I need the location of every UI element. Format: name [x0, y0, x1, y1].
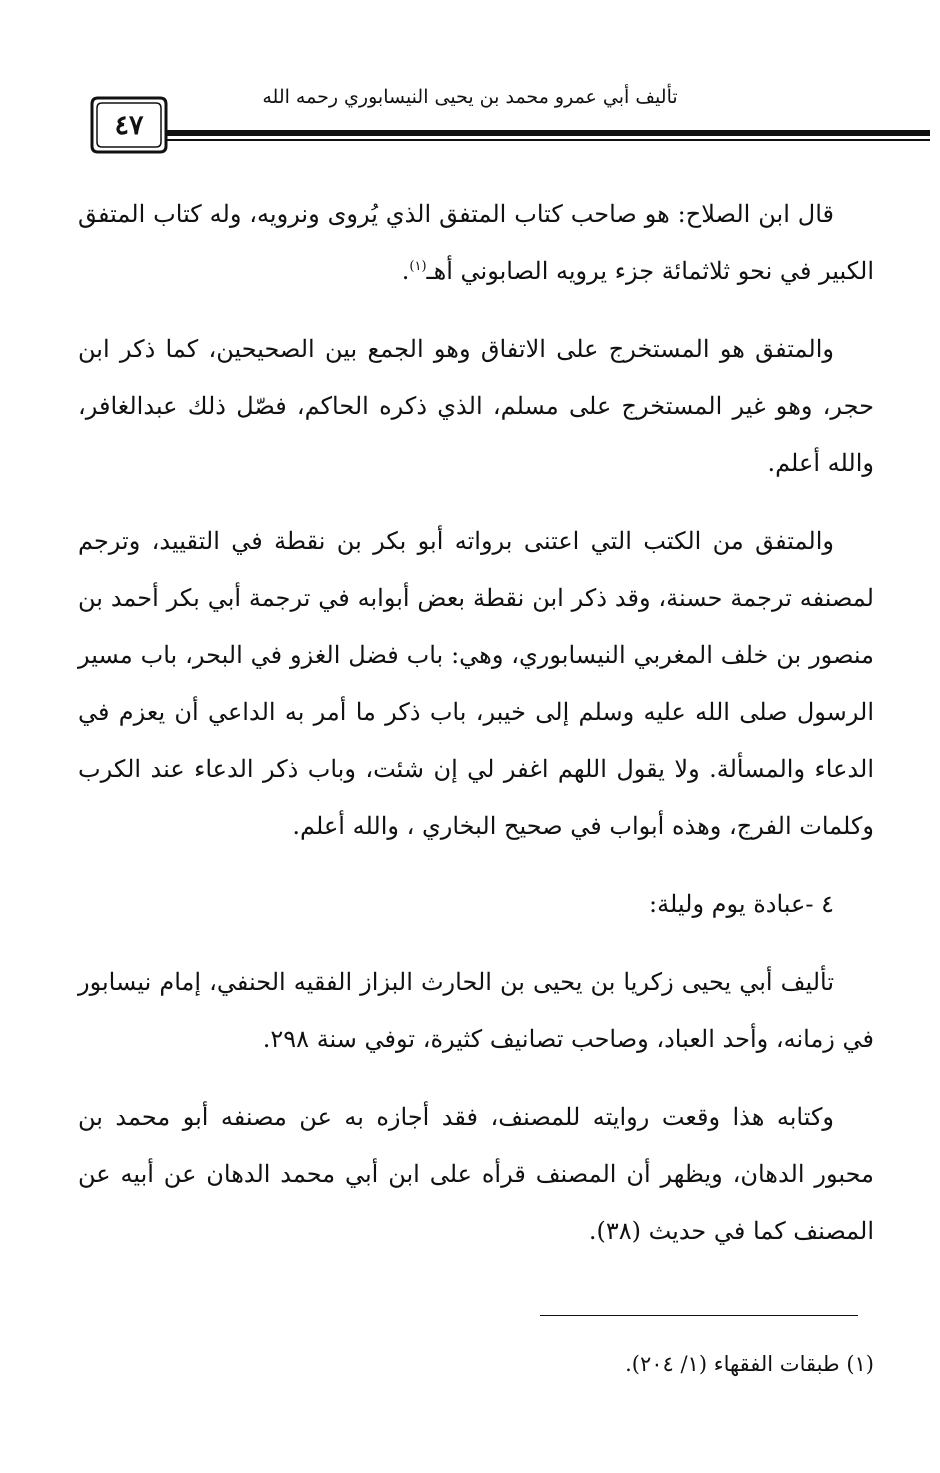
paragraph: قال ابن الصلاح: هو صاحب كتاب المتفق الذي يُروى ونرويه، وله كتاب المتفق الكبير في نحو ثلاثمائة جزء يرويه الصابوني أهـ$^{(١)}$.: [78, 200, 874, 285]
footnote: (١) طبقات الفقهاء (١/ ٢٠٤).: [625, 1352, 874, 1376]
main-text: [78, 186, 874, 1281]
running-header-title: تأليف أبي عمرو محمد بن يحيى النيسابوري رحمه الله: [262, 86, 678, 108]
paragraph: [78, 513, 874, 855]
paragraph-text: تأليف أبي يحيى زكريا بن يحيى بن الحارث البزاز الفقيه الحنفي، إمام نيسابور في زمانه، وأحد العباد، وصاحب تصانيف كثيرة، توفي سنة ٢٩٨.: [78, 968, 874, 1053]
paragraph: [78, 321, 874, 492]
paragraph: [78, 1089, 874, 1260]
paragraph-text: قال ابن الصلاح: هو صاحب كتاب المتفق الذي يُروى ونرويه، وله كتاب المتفق الكبير في نحو ثلاثمائة جزء يرويه الصابوني أهـ: [78, 200, 874, 285]
page-number: ٤٧: [114, 109, 144, 141]
footnote-rule: [540, 1315, 858, 1316]
footnote-ref: (١): [409, 259, 427, 274]
header-rule-thin: [165, 139, 930, 141]
paragraph-text: والمتفق من الكتب التي اعتنى برواته أبو بكر بن نقطة في التقييد، وترجم لمصنفه ترجمة حسنة، وقد ذكر ابن نقطة بعض أبوابه في ترجمة أبي بكر أحمد بن منصور بن خلف المغربي النيسابوري، وهي: باب فضل الغزو في البحر، باب مسير الرسول صلى الله عليه وسلم إلى خيبر، باب ذكر ما أمر به الداعي أن يعزم في الدعاء والمسألة. ولا يقول اللهم اغفر لي إن شئت، وباب ذكر الدعاء عند الكرب وكلمات الفرج، وهذه أبواب في صحيح البخاري ، والله أعلم.: [78, 527, 874, 840]
section-heading: ٤ -عبادة يوم وليلة:: [648, 890, 834, 918]
paragraph-text: وكتابه هذا وقعت روايته للمصنف، فقد أجازه به عن مصنفه أبو محمد بن محبور الدهان، ويظهر أن المصنف قرأه على ابن أبي محمد الدهان عن أبيه عن المصنف كما في حديث (٣٨).: [78, 1103, 874, 1245]
header-rule-thick: [165, 130, 930, 136]
paragraph: [78, 954, 874, 1068]
paragraph-text: والمتفق هو المستخرج على الاتفاق وهو الجمع بين الصحيحين، كما ذكر ابن حجر، وهو غير المستخرج على مسلم، الذي ذكره الحاكم، فصّل ذلك عبدالغافر، والله أعلم.: [78, 335, 875, 477]
page-number-badge: [88, 94, 170, 156]
